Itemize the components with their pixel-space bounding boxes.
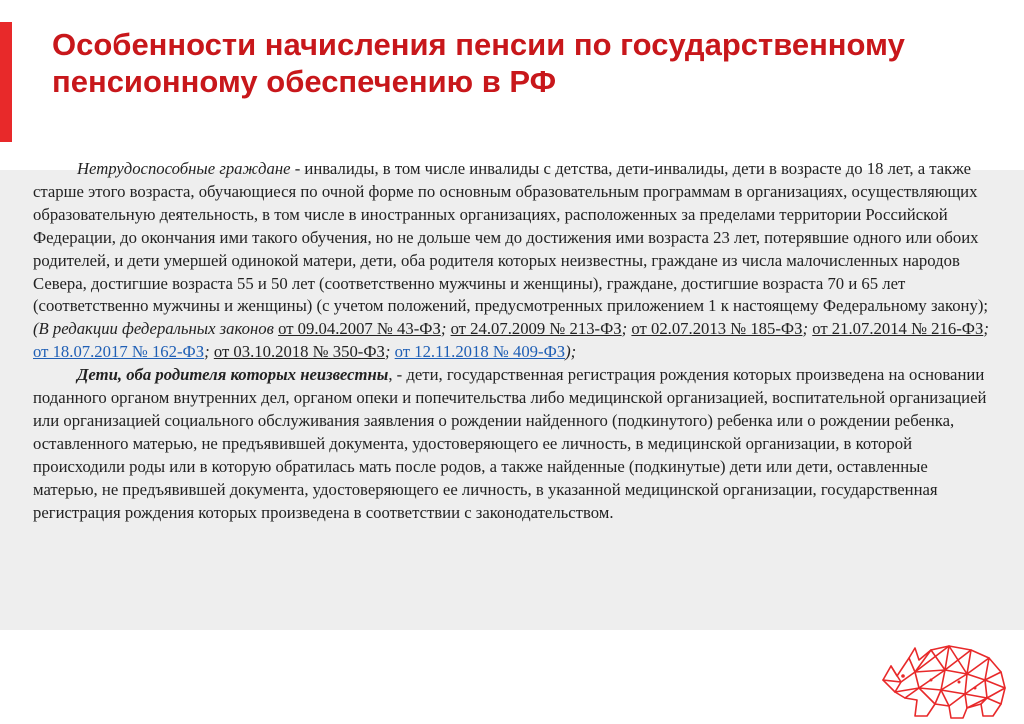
amendment-close: ); <box>565 342 577 362</box>
paragraph1-text: - инвалиды, в том числе инвалиды с детства, дети-инвалиды, дети в возрасте до 18 лет, а также старше этого возраста, обучающиеся по очной форме по основным образовательным программам в организациях, осуществляющих образовательную деятельность, в том числе в иностранных организациях, расположенных за пределами территории Российской Федерации, до окончания ими такого обучения, но не дольше чем до достижения ими возраста 23 лет, потерявшие одного или обоих родителей, и дети умершей одинокой матери, дети, оба родителя которых неизвестны, граждане из числа малочисленных народов Севера, достигшие возраста 55 и 50 лет (соответственно мужчины и женщины), граждане, достигшие возраста 70 и 65 лет (соответственно мужчины и женщины) (с учетом положений, предусмотренных приложением 1 к настоящему Федеральному закону); <box>33 159 989 316</box>
term-unknown-parents: Дети, оба родителя которых неизвестны <box>77 365 389 385</box>
rhino-icon <box>875 636 1015 720</box>
law-ref-4[interactable]: от 21.07.2014 № 216-ФЗ <box>812 319 984 339</box>
law-ref-3[interactable]: от 02.07.2013 № 185-ФЗ <box>631 319 803 339</box>
law-ref-2[interactable]: от 24.07.2009 № 213-ФЗ <box>450 319 622 339</box>
page-title: Особенности начисления пенсии по государственному пенсионному обеспечению в РФ <box>52 27 905 99</box>
law-ref-1[interactable]: от 09.04.2007 № 43-ФЗ <box>278 319 441 339</box>
law-ref-7[interactable]: от 12.11.2018 № 409-ФЗ <box>394 342 566 362</box>
term-disabled-citizens: Нетрудоспособные граждане <box>77 159 291 178</box>
body-text <box>33 158 993 525</box>
law-ref-5[interactable]: от 18.07.2017 № 162-ФЗ <box>33 342 205 362</box>
ref-separator: ; <box>983 319 989 339</box>
paragraph-disabled-citizens <box>33 158 993 364</box>
paragraph2-text: , - дети, государственная регистрация рождения которых произведена на основании поданного органом внутренних дел, органом опеки и попечительства либо медицинской организацией, воспитательной организацией или организацией социального обслуживания заявления о рождении найденного (подкинутого) ребенка или о рождении ребенка, оставленного матерью, не предъявившей документа, удостоверяющего ее личность, в медицинской организации, в которой происходили роды или в которую обратилась мать после родов, а также найденные (подкинутые) дети или дети, оставленные матерью, не предъявившей документа, удостоверяющего ее личность, в указанной медицинской организации, государственная регистрация рождения которых произведена в соответствии с законодательством. <box>33 365 987 522</box>
accent-bar <box>0 22 12 142</box>
ref-separator: ; <box>621 319 632 339</box>
ref-separator: ; <box>384 342 395 362</box>
amendment-prefix: (В редакции федеральных законов <box>33 319 279 339</box>
ref-separator: ; <box>802 319 813 339</box>
ref-separator: ; <box>204 342 214 362</box>
ref-separator: ; <box>440 319 451 339</box>
paragraph-unknown-parents <box>33 364 993 524</box>
law-ref-6[interactable]: от 03.10.2018 № 350-ФЗ <box>213 342 385 362</box>
